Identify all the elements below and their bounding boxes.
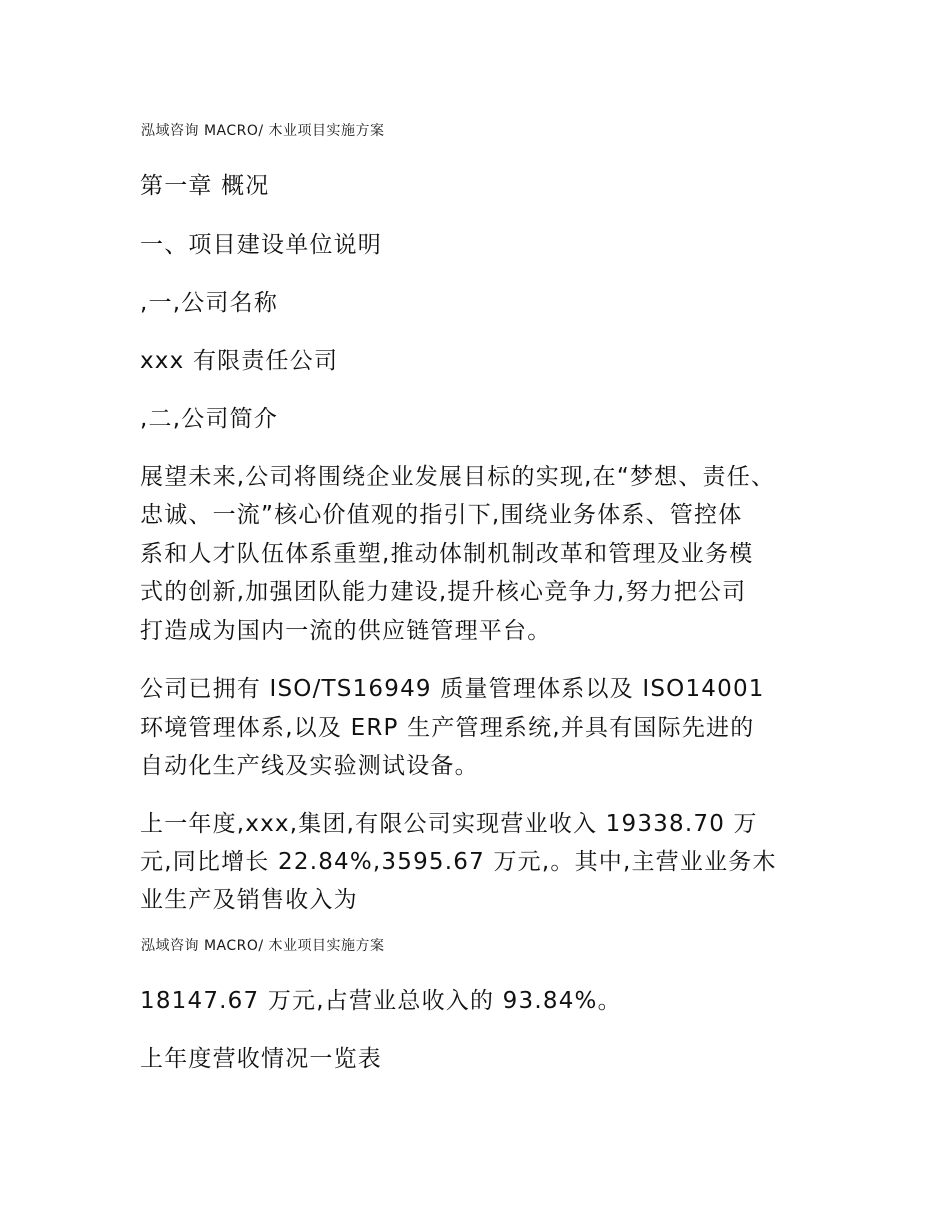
- paragraph-line: 公司已拥有 ISO/TS16949 质量管理体系以及 ISO14001: [140, 676, 765, 702]
- subsection-title-company-profile: ,二,公司简介: [140, 406, 279, 432]
- paragraph-line: 上一年度,xxx,集团,有限公司实现营业收入 19338.70 万: [140, 811, 758, 837]
- running-header: 泓域咨询 MACRO/ 木业项目实施方案: [141, 938, 385, 954]
- paragraph-line: 环境管理体系,以及 ERP 生产管理系统,并具有国际先进的: [140, 715, 755, 741]
- paragraph-line: 自动化生产线及实验测试设备。: [140, 753, 479, 779]
- paragraph-revenue-share: 18147.67 万元,占营业总收入的 93.84%。: [140, 988, 622, 1014]
- paragraph-line: 打造成为国内一流的供应链管理平台。: [140, 618, 552, 644]
- running-header: 泓域咨询 MACRO/ 木业项目实施方案: [141, 123, 385, 139]
- subsection-title-company-name: ,一,公司名称: [140, 290, 279, 316]
- company-name: xxx 有限责任公司: [140, 348, 339, 374]
- paragraph-line: 忠诚、一流”核心价值观的指引下,围绕业务体系、管控体: [140, 502, 743, 528]
- paragraph-line: 系和人才队伍体系重塑,推动体制机制改革和管理及业务模: [140, 541, 754, 567]
- paragraph-line: 元,同比增长 22.84%,3595.67 万元,。其中,主营业业务木: [140, 849, 777, 875]
- paragraph-line: 式的创新,加强团队能力建设,提升核心竞争力,努力把公司: [140, 579, 747, 605]
- paragraph-line: 业生产及销售收入为: [140, 887, 358, 913]
- section-title: 一、项目建设单位说明: [140, 232, 382, 258]
- paragraph-line: 展望未来,公司将围绕企业发展目标的实现,在“梦想、责任、: [140, 464, 776, 490]
- table-caption: 上年度营收情况一览表: [140, 1046, 382, 1072]
- chapter-title: 第一章 概况: [140, 173, 270, 199]
